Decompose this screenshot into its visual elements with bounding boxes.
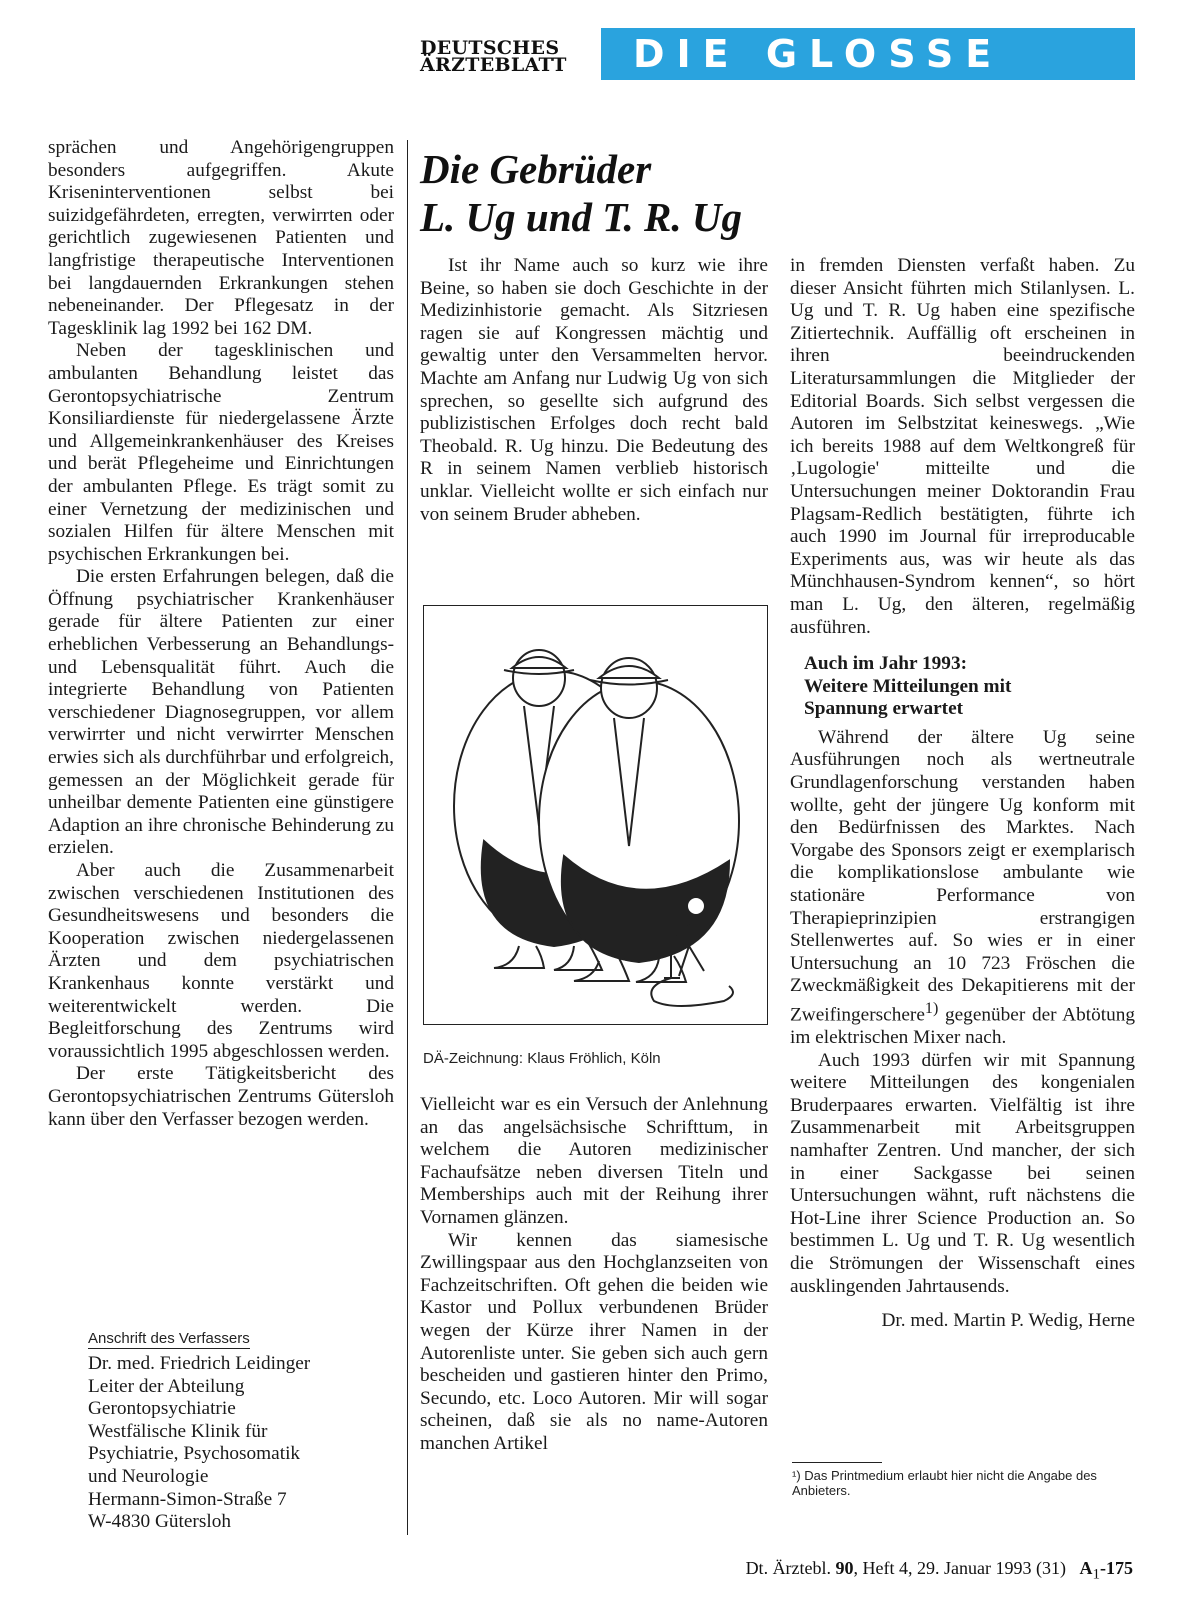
- right-paragraph-text: gegenüber der Abtötung im elektrischen Mixer nach.: [790, 1004, 1135, 1049]
- author-address-heading: Anschrift des Verfassers: [88, 1330, 250, 1347]
- logo-line-2: ÄRZTEBLATT: [420, 54, 567, 76]
- author-address-line: Leiter der Abteilung: [88, 1375, 245, 1397]
- article-title-line-1: Die Gebrüder: [420, 146, 652, 192]
- left-column: [48, 137, 394, 1131]
- left-paragraph: Der erste Tätigkeitsbericht des Gerontopsychiatrischen Zentrums Gütersloh kann über den Verfasser bezogen werden.: [48, 1063, 394, 1130]
- middle-paragraph: Vielleicht war es ein Versuch der Anlehnung an das angelsächsische Schrifttum, in welchem die Autoren medizinischer Fachaufsätze neben diversen Titeln und Memberships auch mit der Reihung ihrer Vornamen glänzen.: [420, 1094, 768, 1228]
- subheading: [804, 653, 1135, 721]
- footer-page-prefix: A: [1079, 1558, 1093, 1578]
- author-address-line: Hermann-Simon-Straße 7: [88, 1488, 287, 1510]
- left-paragraph: Die ersten Erfahrungen belegen, daß die Öffnung psychiatrischer Krankenhäuser gerade für ältere Patienten zur einer erheblichen Verbesserung an Behandlungs- und Lebensqualität führt. Auch die integrierte Behandlung von Patienten verschiedener Diagnosegruppen, vor allem verwirrter und nicht verwirrter Menschen erwies sich als durchführbar und erfolgreich, gemessen an der Möglichkeit gerade für unheilbar demente Patienten eine günstigere Adaption an ihre chronische Behinderung zu erzielen.: [48, 566, 394, 859]
- right-paragraph: in fremden Diensten verfaßt haben. Zu dieser Ansicht führten mich Stilanlysen. L. Ug und T. R. Ug haben eine spezifische Zitiertechnik. Auffällig oft erscheinen in ihren beeindruckenden Literatursammlungen die Mitglieder der Editorial Boards. Sich selbst vergessen die Autoren im Selbstzitat keineswegs. „Wie ich bereits 1988 auf dem Weltkongreß für ‚Lugologie' mitteilte und die Untersuchungen meiner Doktorandin Frau Plagsam-Redlich bestätigten, führte ich auch 1990 im Journal für irreproducable Experiments aus, was wir heute als das Münchhausen-Syndrom kennen“, so hört man L. Ug, den älteren, regelmäßig ausführen.: [790, 255, 1135, 638]
- intro-paragraph: Ist ihr Name auch so kurz wie ihre Beine, so haben sie doch Geschichte in der Medizinhistorie gemacht. Als Sitzriesen ragen sie auf Kongressen mächtig und gewaltig unter den Versammelten hervor. Machte am Anfang nur Ludwig Ug von sich sprechen, so gesellte sich aufgrund des publizistischen Erfolges doch recht bald Theobald. R. Ug hinzu. Die Bedeutung des R in seinem Namen verblieb historisch unklar. Vielleicht wollte er sich einfach nur von seinem Bruder abheben.: [420, 255, 768, 525]
- cartoon-illustration: [423, 605, 768, 1025]
- author-address-line: und Neurologie: [88, 1465, 209, 1487]
- footer-volume: 90: [835, 1558, 854, 1578]
- left-paragraph: Neben der tagesklinischen und ambulanten Behandlung leistet das Gerontopsychiatrische Zentrum Konsiliardienste für niedergelassene Ärzte und Allgemeinkrankenhäuser des Kreises und berät Pflegeheime und Einrichtungen der ambulanten Pflege. Es trägt somit zu einer Vernetzung der medizinischen und sozialen Hilfen für ältere Menschen mit psychischen Erkrankungen bei.: [48, 340, 394, 565]
- left-paragraph: sprächen und Angehörigengruppen besonders aufgegriffen. Akute Kriseninterventionen selbst bei suizidgefährdeten, erregten, verwirrten oder gerichtlich zugewiesenen Patienten und langfristige therapeutische Interventionen bei langdauernden Erkrankungen stehen nebeneinander. Der Pflegesatz in der Tagesklinik lag 1992 bei 162 DM.: [48, 137, 394, 339]
- footnote-rule: [792, 1462, 882, 1463]
- cartoon-drawing: [424, 606, 766, 1023]
- author-signature: Dr. med. Martin P. Wedig, Herne: [881, 1310, 1135, 1332]
- middle-column-bottom: [420, 1094, 768, 1456]
- author-address-line: Gerontopsychiatrie: [88, 1398, 236, 1420]
- right-paragraph: [790, 727, 1135, 1050]
- footer-journal: Dt. Ärztebl.: [745, 1558, 832, 1578]
- footnote-marker: 1): [924, 1000, 939, 1017]
- author-address-line: Westfälische Klinik für: [88, 1420, 268, 1442]
- section-banner: DIE GLOSSE: [601, 28, 1135, 80]
- middle-column-top: [420, 255, 768, 526]
- right-paragraph: Auch 1993 dürfen wir mit Spannung weitere Mitteilungen des kongenialen Bruderpaares erwarten. Vielfältig ist ihre Zusammenarbeit mit Arbeitsgruppen namhafter Zentren. Und mancher, der sich in einer Sackgasse bei seinen Untersuchungen wähnt, ruft nächstens die Hot-Line ihrer Science Production an. So bestimmen L. Ug und T. R. Ug wesentlich die Strömungen der Wissenschaft eines ausklingenden Jahrtausends.: [790, 1049, 1135, 1297]
- left-paragraph: Aber auch die Zusammenarbeit zwischen verschiedenen Institutionen des Gesundheitswesens und besonders die Kooperation zwischen niedergelassenen Ärzten und dem psychiatrischen Krankenhaus konnte verstärkt und weiterentwickelt werden. Die Begleitforschung des Zentrums wird voraussichtlich 1995 abgeschlossen werden.: [48, 860, 394, 1062]
- column-divider: [407, 140, 408, 1535]
- author-address-line: W-4830 Gütersloh: [88, 1511, 231, 1533]
- subheading-line: Spannung erwartet: [804, 698, 964, 720]
- author-address: [88, 1330, 408, 1534]
- right-column: [790, 255, 1135, 1333]
- article-title-line-2: L. Ug und T. R. Ug: [420, 194, 742, 240]
- author-address-line: Psychiatrie, Psychosomatik: [88, 1443, 301, 1465]
- right-paragraph-text: Während der ältere Ug seine Ausführungen noch als wertneutrale Grundlagenforschung verstanden haben wollte, geht der jüngere Ug konform mit den Bedürfnissen des Marktes. Nach Vorgabe des Sponsors zeigt er exemplarisch die komplikationslose ambulante wie stationäre Performance von Therapieprinzipien erstrangigen Stellenwertes auf. So wies er in einer Untersuchung an 10 723 Fröschen die Zweckmäßigkeit des Dekapitierens mit der Zweifingerschere: [790, 726, 1135, 1026]
- logo-line-1: DEUTSCHES: [420, 37, 560, 59]
- subheading-line: Auch im Jahr 1993:: [804, 653, 968, 675]
- middle-paragraph: Wir kennen das siamesische Zwillingspaar aus den Hochglanzseiten von Fachzeitschriften. Oft gehen die beiden wie Kastor und Pollux verbundenen Brüder wegen der Kürze ihrer Namen in der Autorenliste unter. Sie geben sich auch gern bescheiden und gastieren hinter den Primo, Secundo, etc. Loco Autoren. Mir will sogar scheinen, daß sie als no name-Autoren manchen Artikel: [420, 1229, 768, 1454]
- journal-logo: [420, 37, 590, 76]
- cartoon-caption: DÄ-Zeichnung: Klaus Fröhlich, Köln: [423, 1050, 661, 1067]
- footer-page-number: -175: [1100, 1558, 1133, 1578]
- footnote: ¹) Das Printmedium erlaubt hier nicht die Angabe des Anbieters.: [792, 1468, 1097, 1498]
- subheading-line: Weitere Mitteilungen mit: [804, 675, 1012, 697]
- article-title: [420, 145, 1020, 241]
- footer-issue-date: , Heft 4, 29. Januar 1993 (31): [853, 1558, 1066, 1578]
- author-address-line: Dr. med. Friedrich Leidinger: [88, 1353, 311, 1374]
- page-footer: [746, 1558, 1133, 1584]
- footer-page-sub: 1: [1092, 1566, 1100, 1583]
